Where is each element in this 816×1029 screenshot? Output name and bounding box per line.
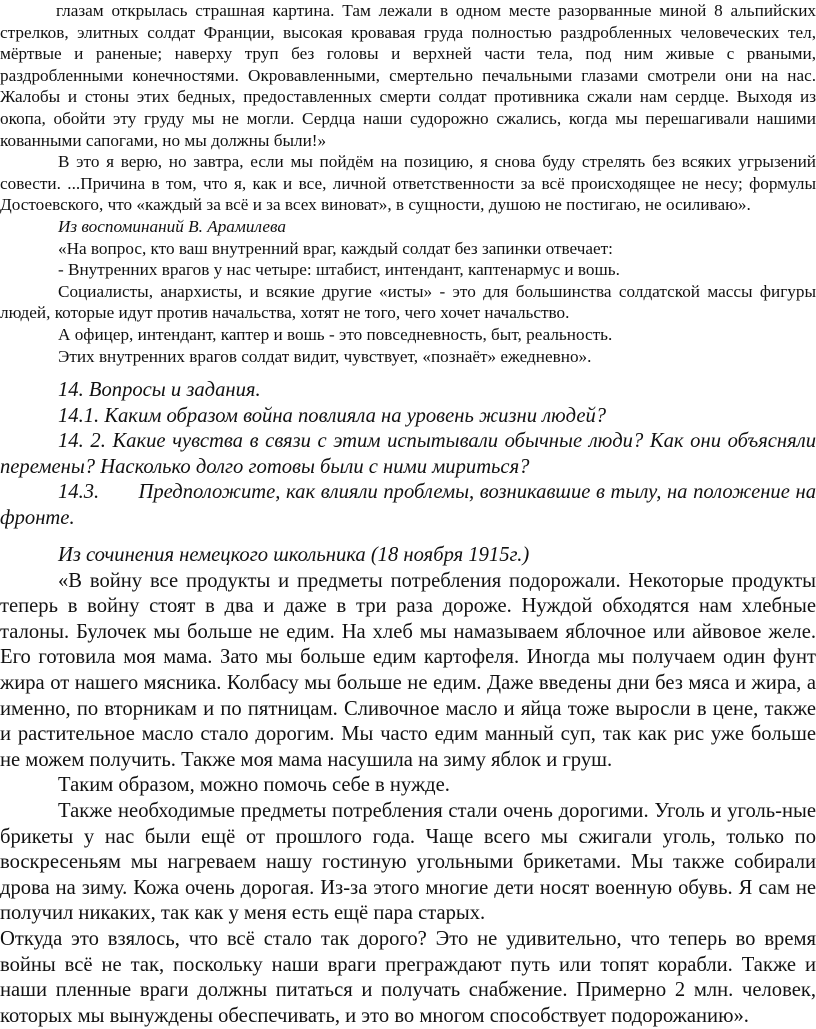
quote-paragraph: Этих внутренних врагов солдат видит, чувствует, «познаёт» ежедневно». bbox=[58, 346, 592, 366]
questions-heading: 14. Вопросы и задания. bbox=[58, 379, 261, 401]
question-item: 14.1. Каким образом война повлияла на уровень жизни людей? bbox=[58, 404, 607, 427]
memoir-paragraph: глазам открылась страшная картина. Там лежали в одном месте разорванные миной 8 альпийских стрелков, элитных солдат Франции, высокая кровавая груда полностью раздробленных человеческих тел, мёртвые и раненые; наверху труп без головы и верхней части тела, под ним живые с рваными, раздробленными конечностями. Окровавленными, смертельно печальными глазами смотрели они на нас. Жалобы и стоны этих бедных, предоставленных смерти солдат противника сжали нам сердце. Выходя из окопа, обойти эту груду мы не могли. Сердца наши судорожно сжались, когда мы перешагивали нашими кованными сапогами, но мы должны были!» bbox=[0, 1, 816, 150]
essay-section bbox=[0, 543, 816, 1029]
quote-paragraph: - Внутренних врагов у нас четыре: штабист, интендант, каптенармус и вошь. bbox=[58, 260, 620, 280]
essay-paragraph: Таким образом, можно помочь себе в нужде. bbox=[58, 774, 450, 797]
essay-paragraph: «В войну все продукты и предметы потребления подорожали. Некоторые продукты теперь в войну стоят в два и даже в три раза дороже. Нуждой обходятся нам хлебные талоны. Булочек мы больше не едим. На хлеб мы намазываем яблочное или айвовое желе. Его готовила моя мама. Зато мы больше едим картофеля. Иногда мы получаем один фунт жира от нашего мясника. Колбасу мы больше не едим. Даже введены дни без мяса и жира, а именно, по вторникам и по пятницам. Сливочное масло и яйца тоже выросли в цене, также и растительное масло стало дорогим. Мы часто едим манный суп, так как рис уже больше не можем получить. Также моя мама насушила на зиму яблок и груш. bbox=[0, 569, 816, 771]
quote-paragraph: «На вопрос, кто ваш внутренний враг, каждый солдат без запинки отвечает: bbox=[58, 238, 613, 258]
question-item: 14.3. Предположите, как влияли проблемы, возникавшие в тылу, на положение на фронте. bbox=[0, 481, 816, 529]
question-item: 14. 2. Какие чувства в связи с этим испытывали обычные люди? Как они объясняли перемены? Насколько долго готовы были с ними мириться? bbox=[0, 430, 816, 478]
quote-paragraph: А офицер, интендант, каптер и вошь - это повседневность, быт, реальность. bbox=[58, 324, 613, 344]
essay-paragraph: Также необходимые предметы потребления стали очень дорогими. Уголь и уголь-ные брикеты у нас были ещё от прошлого года. Чаще всего мы сжигали уголь, только по воскресеньям мы нагреваем нашу гостиную угольными брикетами. Мы также собирали дрова на зиму. Кожа очень дорогая. Из-за этого многие дети носят военную обувь. Я сам не получил никаких, так как у меня есть ещё пара старых. bbox=[0, 799, 816, 925]
quote-paragraph: Социалисты, анархисты, и всякие другие «исты» - это для большинства солдатской массы фигуры людей, которые идут против начальства, хотят не того, чего хочет начальство. bbox=[0, 281, 816, 323]
essay-source: Из сочинения немецкого школьника (18 ноября 1915г.) bbox=[58, 544, 530, 566]
questions-section bbox=[0, 378, 816, 532]
source-attribution: Из воспоминаний В. Арамилева bbox=[58, 216, 286, 236]
memoir-paragraph: В это я верю, но завтра, если мы пойдём на позицию, я снова буду стрелять без всяких угрызений совести. ...Причина в том, что я, как и все, личной ответственности за всё происходящее не несу; формулы Достоевского, что «каждый за всё и за всех виноват», в сущности, душою не постигаю, не осиливаю». bbox=[0, 152, 816, 215]
essay-paragraph: Откуда это взялось, что всё стало так дорого? Это не удивительно, что теперь во время войны всё не так, поскольку наши враги преграждают путь или топят корабли. Также и наши пленные враги должны питаться и получать снабжение. Примерно 2 млн. человек, которых мы вынуждены обеспечивать, и это во многом способствует подорожанию». bbox=[0, 927, 816, 1027]
memoir-section bbox=[0, 0, 816, 367]
